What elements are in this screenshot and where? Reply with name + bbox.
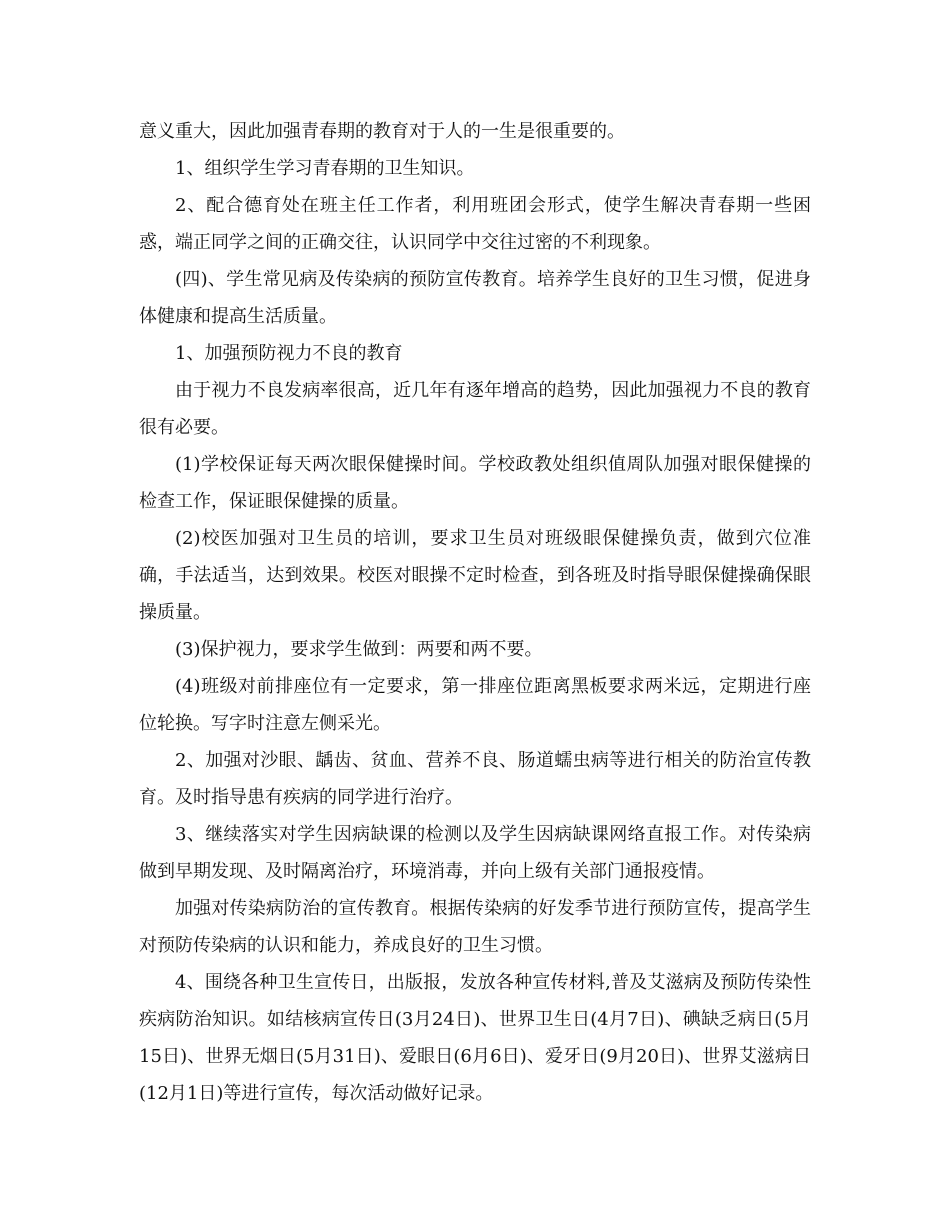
paragraph-item-moral-education: 2、配合德育处在班主任工作者，利用班团会形式，使学生解决青春期一些困惑，端正同学之间的正确交往，认识同学中交往过密的不利现象。 <box>139 195 811 253</box>
paragraph-section-four: (四)、学生常见病及传染病的预防宣传教育。培养学生良好的卫生习惯，促进身体健康和提高生活质量。 <box>139 269 811 327</box>
paragraph-subitem-1: (1)学校保证每天两次眼保健操时间。学校政教处组织值周队加强对眼保健操的检查工作，保证眼保健操的质量。 <box>139 454 811 512</box>
paragraph-item-disease-prevention: 2、加强对沙眼、龋齿、贫血、营养不良、肠道蠕虫病等进行相关的防治宣传教育。及时指导患有疾病的同学进行治疗。 <box>139 750 811 808</box>
paragraph-item-organize-study: 1、组织学生学习青春期的卫生知识。 <box>175 158 475 179</box>
paragraph-item-health-days: 4、围绕各种卫生宣传日，出版报，发放各种宣传材料,普及艾滋病及预防传染性疾病防治知识。如结核病宣传日(3月24日)、世界卫生日(4月7日)、碘缺乏病日(5月15日)、世界无烟日(5月31日)、爱眼日(6月6日)、爱牙日(9月20日)、世界艾滋病日(12月1日)等进行宣传，每次活动做好记录。 <box>139 972 811 1104</box>
paragraph-subitem-4: (4)班级对前排座位有一定要求，第一排座位距离黑板要求两米远，定期进行座位轮换。写字时注意左侧采光。 <box>139 676 811 734</box>
paragraph-vision-reason: 由于视力不良发病率很高，近几年有逐年增高的趋势，因此加强视力不良的教育很有必要。 <box>139 380 811 438</box>
paragraph-subitem-3: (3)保护视力，要求学生做到：两要和两不要。 <box>175 639 543 660</box>
paragraph-infectious-disease-education: 加强对传染病防治的宣传教育。根据传染病的好发季节进行预防宣传，提高学生对预防传染病的认识和能力，养成良好的卫生习惯。 <box>139 898 811 956</box>
document-body <box>139 113 811 1112</box>
paragraph-continuation: 意义重大，因此加强青春期的教育对于人的一生是很重要的。 <box>139 121 625 142</box>
paragraph-subitem-2: (2)校医加强对卫生员的培训，要求卫生员对班级眼保健操负责，做到穴位准确，手法适当，达到效果。校医对眼操不定时检查，到各班及时指导眼保健操确保眼操质量。 <box>139 528 811 623</box>
paragraph-item-vision-education: 1、加强预防视力不良的教育 <box>175 343 403 364</box>
paragraph-item-absence-monitoring: 3、继续落实对学生因病缺课的检测以及学生因病缺课网络直报工作。对传染病做到早期发现、及时隔离治疗，环境消毒，并向上级有关部门通报疫情。 <box>139 824 811 882</box>
